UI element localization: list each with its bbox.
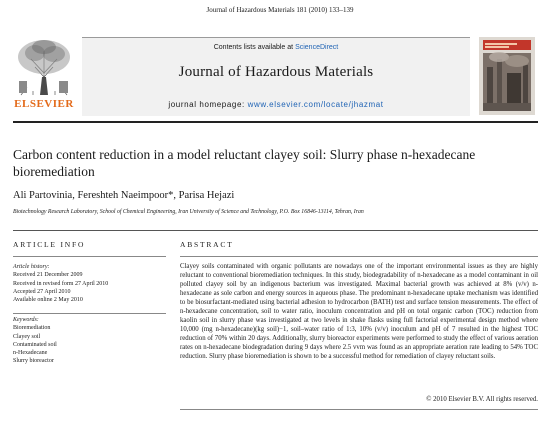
abstract-bottom-rule bbox=[180, 409, 538, 410]
keyword-item: n-Hexadecane bbox=[13, 350, 48, 357]
author-list: Ali Partovinia, Fereshteh Naeimpoor*, Parisa Hejazi bbox=[13, 190, 235, 201]
contents-line bbox=[82, 44, 470, 51]
keyword-item: Clayey soil bbox=[13, 333, 41, 340]
article-history-label: Article history: bbox=[13, 264, 50, 270]
journal-cover-image bbox=[479, 37, 535, 115]
abstract-text: Clayey soils contaminated with organic pollutants are nowadays one of the important environmental issues as they are highly reluctant to conventional bioremediation techniques. In this study, biodegradability of n-hexadecane as a model contaminant in oil polluted clayey soil by an indigenous bacterium was investigated. Maximal bacterial growth was achieved at 8% (v/v) n-hexadecane as sole carbon and energy sources in aqueous phase. The predominant n-hexadecane uptake mechanism was identified to be biosurfactant-mediated using bacterial adhesion to hydrocarbon (BATH) test and surface tension measurements. The effect of n-hexadecane concentration, soil to water ratio, inoculum concentration and pH on total organic carbon (TOC) reduction from kaolin soil in slurry phase was investigated at two levels in shake flasks using full factorial experimental design method where 10,000 (mg n-hexadecane)(kg soil)−1, soil–water ratio of 1:3, 10% (v/v) inoculum and pH of 7 resulted in the highest TOC reduction of 70% within 20 days. Additionally, slurry bioreactor experiments were performed to study the effect of various aeration rates on n-hexadecane biodegradation during 9 days where 2.5 vvm was found as an appropriate aeration rate leading to 54% TOC reduction. Slurry phase bioremediation is shown to be a successful method for remediation of clayey reluctant soils. bbox=[180, 263, 538, 360]
homepage-prefix: journal homepage: bbox=[168, 100, 248, 109]
keyword-item: Contaminated soil bbox=[13, 341, 57, 348]
journal-citation: Journal of Hazardous Materials 181 (2010) 133–139 bbox=[206, 6, 354, 14]
keywords-rule bbox=[13, 313, 166, 314]
history-revised: Received in revised form 27 April 2010 bbox=[13, 280, 109, 287]
article-info-rule bbox=[13, 256, 166, 257]
keywords-block bbox=[13, 316, 166, 366]
keyword-item: Slurry bioreactor bbox=[13, 358, 54, 365]
history-online: Available online 2 May 2010 bbox=[13, 297, 83, 304]
abstract-rule bbox=[180, 256, 538, 257]
sciencedirect-link[interactable]: ScienceDirect bbox=[295, 44, 339, 51]
journal-homepage-link[interactable]: www.elsevier.com/locate/jhazmat bbox=[247, 100, 384, 109]
keyword-item: Bioremediation bbox=[13, 325, 51, 332]
journal-title: Journal of Hazardous Materials bbox=[178, 64, 374, 80]
article-title: Carbon content reduction in a model reluctant clayey soil: Slurry phase n-hexadecane bioremediation bbox=[13, 147, 476, 179]
masthead bbox=[13, 37, 538, 117]
article-info-heading: ARTICLE INFO bbox=[13, 240, 86, 249]
masthead-rule bbox=[13, 121, 538, 123]
history-accepted: Accepted 27 April 2010 bbox=[13, 288, 71, 295]
article-history bbox=[13, 263, 166, 304]
section-divider bbox=[13, 230, 538, 231]
journal-homepage-line bbox=[82, 100, 470, 109]
history-received: Received 21 December 2009 bbox=[13, 272, 83, 279]
author-affiliation: Biotechnology Research Laboratory, School of Chemical Engineering, Iran University of Science and Technology, P.O. Box 16846-13114, Tehran, Iran bbox=[13, 209, 364, 215]
contents-prefix: Contents lists available at bbox=[213, 44, 296, 51]
copyright-notice: © 2010 Elsevier B.V. All rights reserved. bbox=[426, 396, 538, 403]
journal-header-box bbox=[82, 37, 470, 116]
keywords-label: Keywords: bbox=[13, 317, 39, 323]
elsevier-wordmark: ELSEVIER bbox=[14, 98, 74, 110]
abstract-heading: ABSTRACT bbox=[180, 240, 234, 249]
